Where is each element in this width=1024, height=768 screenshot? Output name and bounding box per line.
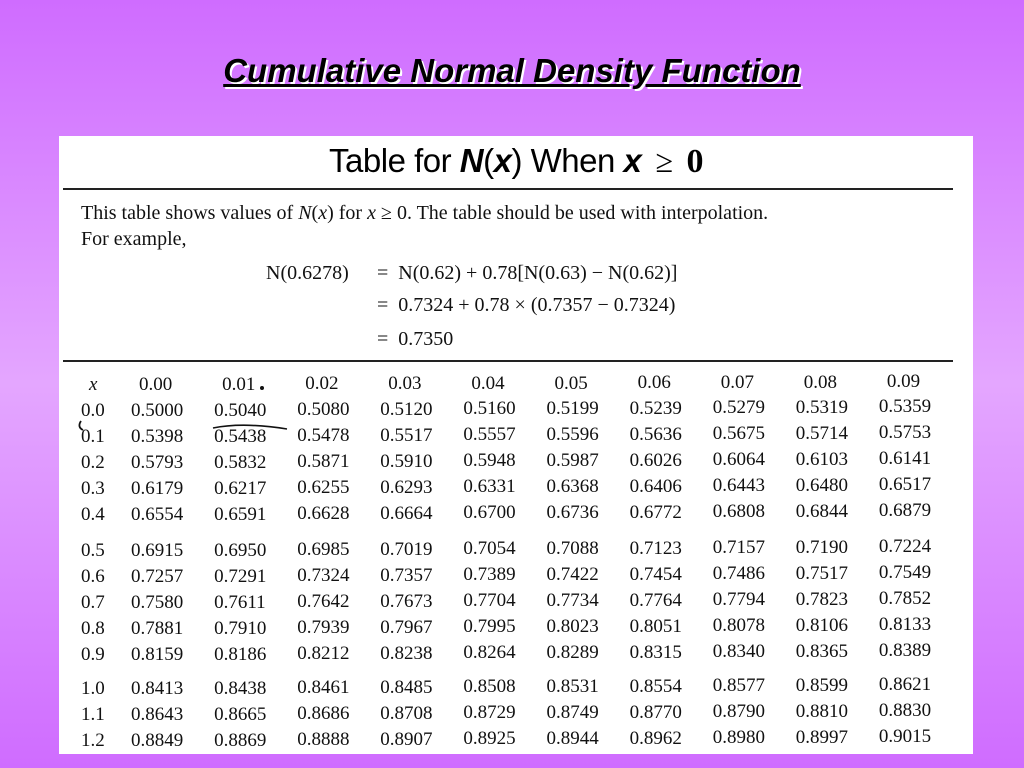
row-x-value: 0.1 (81, 426, 105, 447)
table-cell: 0.6664 (380, 502, 433, 524)
row-x-value: 1.0 (81, 678, 105, 699)
table-cell: 0.8888 (297, 729, 350, 751)
x-column-header: x (89, 374, 98, 395)
table-cell: 0.7224 (878, 536, 932, 558)
table-cell: 0.8106 (795, 614, 849, 636)
table-cell: 0.5675 (712, 423, 765, 445)
table-cell: 0.8980 (712, 727, 765, 749)
example-step-2: = 0.7324 + 0.78 × (0.7357 − 0.7324) (377, 294, 676, 316)
table-cell: 0.7454 (629, 563, 682, 585)
table-cell: 0.8599 (795, 674, 849, 696)
table-cell: 0.5199 (546, 398, 599, 419)
intro-var2: x (367, 202, 376, 224)
table-cell: 0.8508 (463, 676, 516, 698)
table-cell: 0.6026 (629, 449, 682, 471)
table-cell: 0.5871 (297, 451, 350, 473)
table-cell: 0.6217 (214, 477, 267, 499)
table-cell: 0.9015 (878, 726, 932, 748)
table-cell: 0.8907 (380, 728, 433, 750)
table-cell: 0.8869 (214, 729, 267, 751)
table-cell: 0.8413 (131, 678, 184, 699)
table-cell: 0.5753 (878, 422, 932, 444)
table-cell: 0.6879 (878, 500, 932, 522)
column-header: 0.08 (803, 371, 838, 393)
table-title-fn: N (459, 142, 484, 179)
table-cell: 0.7794 (712, 589, 765, 611)
table-cell: 0.8962 (629, 727, 682, 749)
example-lhs: N(0.6278) (266, 262, 349, 284)
table-cell: 0.5478 (297, 425, 350, 447)
row-x-value: 0.5 (81, 540, 105, 561)
table-cell: 0.6772 (629, 501, 682, 523)
table-cell: 0.7157 (712, 537, 765, 559)
column-header: 0.05 (554, 372, 588, 394)
column-header: 0.07 (720, 371, 754, 393)
table-title-value: 0 (686, 143, 703, 180)
table-cell: 0.8365 (795, 640, 849, 662)
table-cell: 0.6368 (546, 476, 599, 497)
table-cell: 0.8238 (380, 642, 433, 664)
table-cell: 0.7611 (214, 591, 266, 613)
table-title-prefix: Table for (329, 142, 460, 179)
table-cell: 0.8133 (878, 614, 932, 636)
intro-text-c: ) for (327, 202, 368, 224)
table-cell: 0.7764 (629, 589, 682, 611)
example-step-3: = 0.7350 (377, 328, 454, 350)
table-cell: 0.8212 (297, 643, 350, 665)
table-cell: 0.5040 (214, 399, 267, 421)
handwritten-dot (260, 386, 264, 390)
example-step-1: = N(0.62) + 0.78[N(0.63) − N(0.62)] (377, 262, 678, 284)
table-cell: 0.7486 (712, 563, 765, 585)
table-cell: 0.7422 (546, 564, 599, 585)
column-header: 0.01 (222, 373, 256, 395)
table-cell: 0.7881 (131, 618, 184, 639)
table-cell: 0.7123 (629, 537, 682, 559)
table-cell: 0.7019 (380, 538, 433, 560)
table-cell: 0.6179 (131, 478, 184, 499)
table-cell: 0.8849 (131, 730, 184, 751)
table-cell: 0.8485 (380, 676, 433, 698)
table-cell: 0.7704 (463, 590, 516, 612)
column-header: 0.03 (388, 373, 422, 395)
row-x-value: 1.1 (81, 704, 105, 725)
column-header: 0.06 (637, 372, 671, 394)
table-cell: 0.8944 (546, 728, 599, 749)
table-cell: 0.5160 (463, 398, 516, 420)
table-cell: 0.6915 (131, 540, 184, 561)
table-cell: 0.8159 (131, 644, 184, 665)
table-cell: 0.6255 (297, 477, 350, 499)
table-cell: 0.8023 (546, 616, 599, 637)
table-title-lparen: ( (483, 142, 494, 179)
intro-text-a: This table shows values of (81, 202, 299, 224)
table-cell: 0.6293 (380, 476, 433, 498)
table-cell: 0.8289 (546, 642, 599, 663)
table-cell: 0.5000 (131, 400, 184, 421)
table-cell: 0.6443 (712, 475, 765, 497)
table-panel (59, 136, 973, 754)
column-header: 0.04 (471, 372, 505, 394)
table-cell: 0.6554 (131, 504, 184, 525)
row-x-value: 0.7 (81, 592, 105, 613)
handwritten-marks (59, 136, 973, 754)
slide-title: Cumulative Normal Density Function (223, 52, 801, 89)
table-cell: 0.5239 (629, 397, 682, 419)
row-x-value: 0.0 (81, 400, 105, 421)
table-cell: 0.7357 (380, 564, 433, 586)
table-cell: 0.5987 (546, 450, 599, 471)
table-cell: 0.8340 (712, 641, 765, 663)
table-cell: 0.7549 (878, 562, 932, 584)
column-header: 0.00 (139, 374, 173, 395)
table-cell: 0.8554 (629, 675, 682, 697)
handwritten-tick (79, 421, 83, 430)
table-cell: 0.7852 (878, 588, 932, 610)
intro-text-b: ( (311, 202, 319, 224)
row-x-value: 0.9 (81, 644, 105, 665)
table-cell: 0.5517 (380, 424, 433, 446)
row-x-value: 0.6 (81, 566, 105, 587)
table-cell: 0.6480 (795, 474, 849, 496)
row-x-value: 0.3 (81, 478, 105, 499)
table-cell: 0.8186 (214, 643, 267, 665)
table-cell: 0.6844 (795, 500, 849, 522)
table-cell: 0.7580 (131, 592, 184, 613)
table-cell: 0.6808 (712, 501, 765, 523)
table-cell: 0.5714 (795, 422, 849, 444)
table-cell: 0.8810 (795, 700, 849, 722)
table-cell: 0.8389 (878, 640, 932, 662)
table-cell: 0.8315 (629, 641, 682, 663)
table-cell: 0.7642 (297, 591, 350, 613)
table-cell: 0.6628 (297, 503, 350, 525)
table-cell: 0.5557 (463, 424, 516, 446)
intro-text-d: ≥ 0. The table should be used with interpolation. (375, 202, 769, 224)
table-cell: 0.8531 (546, 676, 599, 697)
table-cell: 0.8643 (131, 704, 184, 725)
table-cell: 0.8770 (629, 701, 682, 723)
table-cell: 0.8686 (297, 703, 350, 725)
intro-var: x (318, 202, 328, 224)
table-cell: 0.7823 (795, 588, 849, 610)
table-cell: 0.7734 (546, 590, 599, 611)
handwritten-underline (213, 425, 287, 429)
table-cell: 0.8264 (463, 642, 516, 664)
table-cell: 0.7673 (380, 590, 433, 612)
table-cell: 0.6591 (214, 503, 267, 525)
table-title-var: x (493, 142, 512, 179)
table-cell: 0.7291 (214, 565, 267, 587)
table-cell: 0.8577 (712, 675, 765, 697)
table-title-rparen: ) (511, 142, 522, 179)
table-cell: 0.8665 (214, 703, 267, 725)
table-cell: 0.5832 (214, 451, 267, 473)
table-cell: 0.8997 (795, 726, 849, 748)
table-cell: 0.6985 (297, 539, 350, 561)
table-cell: 0.5279 (712, 397, 765, 419)
table-cell: 0.7910 (214, 617, 267, 639)
table-cell: 0.8830 (878, 700, 932, 722)
table-cell: 0.6700 (463, 502, 516, 524)
table-cell: 0.6103 (795, 448, 849, 470)
table-cell: 0.5359 (878, 396, 932, 418)
table-cell: 0.5596 (546, 424, 599, 445)
table-title-relation: ≥ (655, 143, 673, 179)
table-cell: 0.5910 (380, 450, 433, 472)
table-cell: 0.5080 (297, 399, 350, 421)
table-cell: 0.6064 (712, 449, 765, 471)
table-cell: 0.7995 (463, 616, 516, 638)
row-x-value: 1.2 (81, 730, 105, 751)
table-cell: 0.6331 (463, 476, 516, 498)
table-cell: 0.8729 (463, 702, 516, 724)
table-cell: 0.6517 (878, 474, 932, 496)
table-cell: 0.5120 (380, 398, 433, 420)
table-cell: 0.5319 (795, 396, 849, 418)
table-cell: 0.5793 (131, 452, 184, 473)
table-cell: 0.5398 (131, 426, 184, 447)
table-cell: 0.7054 (463, 538, 516, 560)
table-cell: 0.5636 (629, 423, 682, 445)
table-cell: 0.6406 (629, 475, 682, 497)
table-cell: 0.7517 (795, 562, 849, 584)
table-cell: 0.8051 (629, 615, 682, 637)
table-cell: 0.8078 (712, 615, 765, 637)
column-header: 0.09 (886, 371, 921, 393)
table-cell: 0.8925 (463, 728, 516, 750)
table-cell: 0.7324 (297, 565, 350, 587)
table-title-mid: When (521, 142, 624, 179)
table-cell: 0.7190 (795, 536, 849, 558)
table-cell: 0.8461 (297, 677, 350, 699)
table-cell: 0.8438 (214, 677, 267, 699)
table-cell: 0.7389 (463, 564, 516, 586)
table-cell: 0.6736 (546, 502, 599, 523)
table-cell: 0.5438 (214, 425, 267, 447)
row-x-value: 0.4 (81, 504, 105, 525)
table-cell: 0.8708 (380, 702, 433, 724)
table-cell: 0.6141 (878, 448, 932, 470)
intro-fn: N (298, 202, 312, 224)
table-cell: 0.5948 (463, 450, 516, 472)
table-cell: 0.7967 (380, 616, 433, 638)
table-cell: 0.8790 (712, 701, 765, 723)
table-cell: 0.6950 (214, 539, 267, 561)
row-x-value: 0.2 (81, 452, 105, 473)
column-header: 0.02 (305, 373, 339, 395)
table-cell: 0.7939 (297, 617, 350, 639)
table-cell: 0.8621 (878, 674, 932, 696)
table-cell: 0.7257 (131, 566, 184, 587)
table-title-var2: x (623, 142, 642, 179)
row-x-value: 0.8 (81, 618, 105, 639)
table-cell: 0.8749 (546, 702, 599, 723)
table-cell: 0.7088 (546, 538, 599, 559)
intro-line-2: For example, (81, 228, 187, 250)
